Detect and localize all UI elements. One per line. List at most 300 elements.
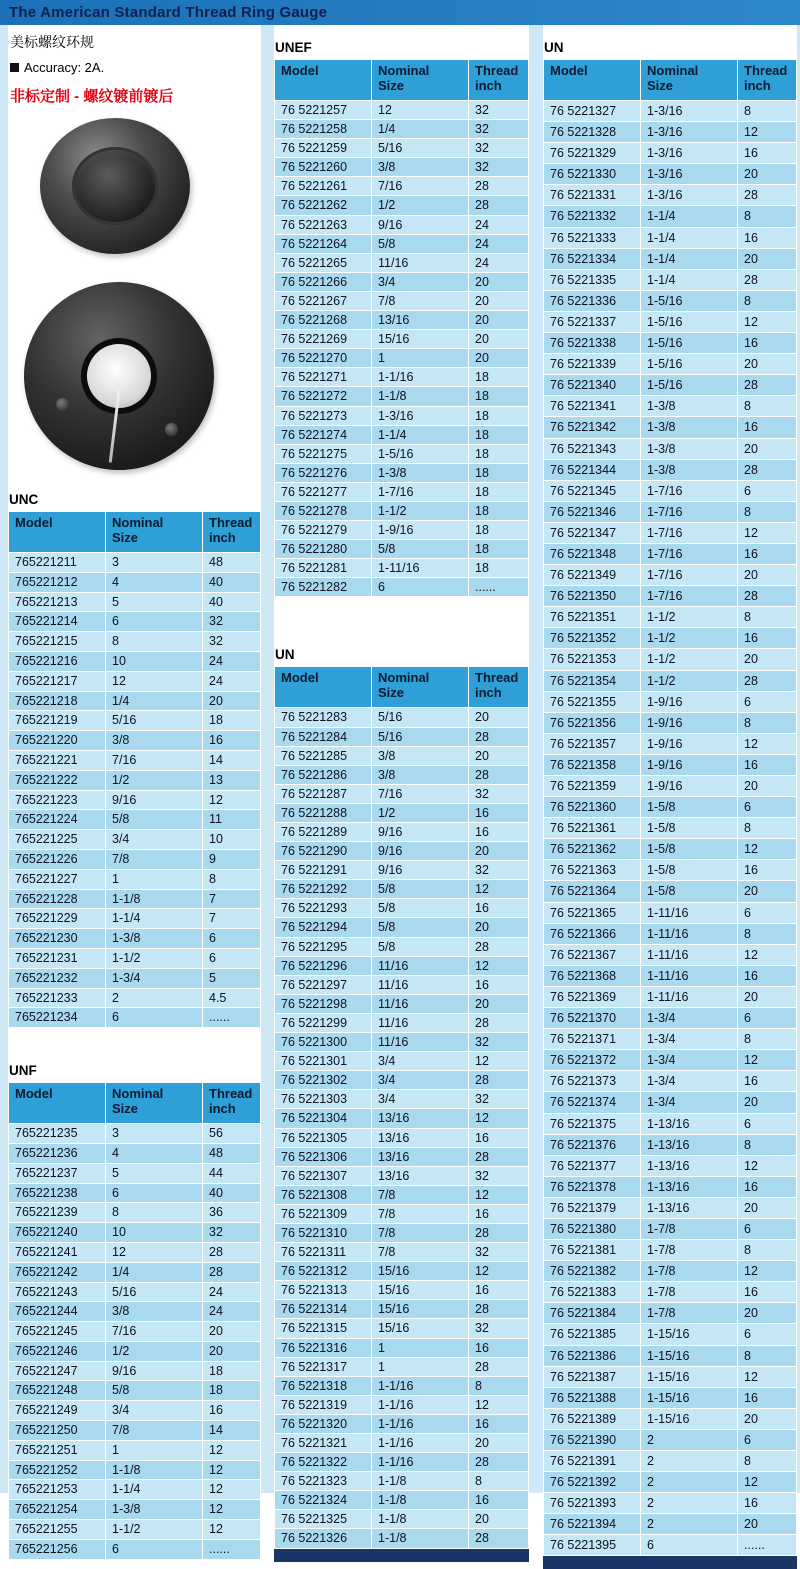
- model-cell: 765221249: [9, 1401, 106, 1421]
- table-row: [544, 1451, 797, 1472]
- size-cell: 1-13/16: [641, 1197, 738, 1218]
- model-cell: 76 5221340: [544, 375, 641, 396]
- model-cell: 765221213: [9, 592, 106, 612]
- thread-cell: 8: [738, 1345, 797, 1366]
- model-cell: 765221229: [9, 909, 106, 929]
- table-row: [9, 770, 261, 790]
- table-row: [9, 1401, 261, 1421]
- thread-cell: 28: [738, 670, 797, 691]
- thread-cell: 28: [738, 185, 797, 206]
- thread-cell: ......: [469, 578, 529, 597]
- size-cell: 1-5/8: [641, 839, 738, 860]
- table-row: [275, 1109, 529, 1128]
- gauge-table: [8, 1082, 261, 1560]
- size-cell: 1/2: [106, 1341, 203, 1361]
- model-cell: 76 5221308: [275, 1185, 372, 1204]
- size-cell: 1-1/16: [372, 1395, 469, 1414]
- thread-cell: 6: [738, 1429, 797, 1450]
- size-cell: 1-1/2: [106, 948, 203, 968]
- thread-cell: 20: [469, 842, 529, 861]
- table-row: [544, 1176, 797, 1197]
- table-row: [544, 1008, 797, 1029]
- custom-order-note: 非标定制 - 螺纹镀前镀后: [10, 88, 174, 105]
- size-cell: 1-5/8: [641, 797, 738, 818]
- table-row: [275, 234, 529, 253]
- thread-cell: 40: [203, 572, 261, 592]
- size-cell: 1-15/16: [641, 1408, 738, 1429]
- table-row: [9, 671, 261, 691]
- table-row: [9, 968, 261, 988]
- un-mid-section-label: UN: [274, 597, 529, 666]
- middle-column: [274, 25, 529, 1546]
- ring-gauge-body: [40, 118, 190, 254]
- model-cell: 76 5221268: [275, 311, 372, 330]
- size-cell: 1-9/16: [641, 754, 738, 775]
- table-row: [544, 1113, 797, 1134]
- model-cell: 76 5221307: [275, 1166, 372, 1185]
- thread-cell: 20: [738, 248, 797, 269]
- size-cell: 7/8: [372, 1223, 469, 1242]
- table-row: [544, 143, 797, 164]
- col-header-nominal-size: Nominal Size: [372, 60, 469, 101]
- table-row: [9, 929, 261, 949]
- model-cell: 765221215: [9, 632, 106, 652]
- size-cell: 1-1/2: [641, 670, 738, 691]
- thread-cell: 8: [738, 290, 797, 311]
- thread-cell: 40: [203, 1183, 261, 1203]
- table-row: [544, 839, 797, 860]
- model-cell: 76 5221299: [275, 1013, 372, 1032]
- thread-cell: 32: [203, 632, 261, 652]
- table-row: [275, 823, 529, 842]
- table-row: [544, 248, 797, 269]
- thread-cell: 28: [469, 727, 529, 746]
- model-cell: 76 5221298: [275, 994, 372, 1013]
- model-cell: 76 5221394: [544, 1514, 641, 1535]
- size-cell: 1-15/16: [641, 1366, 738, 1387]
- thread-cell: 8: [738, 396, 797, 417]
- table-row: [544, 185, 797, 206]
- size-cell: 1: [372, 1357, 469, 1376]
- thread-cell: 20: [738, 1197, 797, 1218]
- size-cell: 9/16: [372, 842, 469, 861]
- model-cell: 76 5221339: [544, 354, 641, 375]
- table-row: [9, 1203, 261, 1223]
- thread-cell: 16: [738, 1176, 797, 1197]
- thread-cell: 8: [203, 869, 261, 889]
- table-row: [9, 1143, 261, 1163]
- table-row: [544, 565, 797, 586]
- size-cell: 1/4: [106, 691, 203, 711]
- table-row: [275, 1300, 529, 1319]
- model-cell: 765221220: [9, 731, 106, 751]
- model-cell: 765221211: [9, 553, 106, 573]
- table-row: [9, 691, 261, 711]
- model-cell: 76 5221377: [544, 1155, 641, 1176]
- table-row: [544, 1071, 797, 1092]
- size-cell: 11/16: [372, 956, 469, 975]
- size-cell: 3/4: [106, 1401, 203, 1421]
- model-cell: 76 5221257: [275, 101, 372, 120]
- model-cell: 76 5221286: [275, 765, 372, 784]
- thread-cell: 20: [469, 746, 529, 765]
- size-cell: 1-1/4: [641, 227, 738, 248]
- model-cell: 76 5221292: [275, 880, 372, 899]
- size-cell: 7/16: [106, 1322, 203, 1342]
- size-cell: 1-11/16: [641, 986, 738, 1007]
- size-cell: 9/16: [372, 861, 469, 880]
- model-cell: 765221235: [9, 1124, 106, 1144]
- model-cell: 765221222: [9, 770, 106, 790]
- size-cell: 1-3/16: [641, 101, 738, 122]
- model-cell: 765221230: [9, 929, 106, 949]
- thread-cell: 20: [738, 1092, 797, 1113]
- model-cell: 765221245: [9, 1322, 106, 1342]
- table-row: [9, 750, 261, 770]
- size-cell: 1-9/16: [641, 776, 738, 797]
- size-cell: 5/16: [106, 1282, 203, 1302]
- size-cell: 1-3/16: [641, 122, 738, 143]
- model-cell: 76 5221348: [544, 543, 641, 564]
- thread-cell: 16: [469, 899, 529, 918]
- size-cell: 5/8: [106, 1381, 203, 1401]
- model-cell: 765221219: [9, 711, 106, 731]
- size-cell: 15/16: [372, 1319, 469, 1338]
- ring-gauge-photo-angled: [40, 118, 190, 254]
- model-cell: 76 5221285: [275, 746, 372, 765]
- thread-cell: 16: [738, 628, 797, 649]
- table-row: [544, 1029, 797, 1050]
- size-cell: 7/8: [372, 1185, 469, 1204]
- table-row: [9, 553, 261, 573]
- unf-section-label: UNF: [8, 1028, 261, 1082]
- col-header-model: Model: [275, 667, 372, 708]
- table-row: [544, 754, 797, 775]
- table-row: [275, 215, 529, 234]
- un-mid-table-section: [274, 666, 529, 1548]
- table-row: [544, 122, 797, 143]
- model-cell: 76 5221277: [275, 482, 372, 501]
- table-row: [275, 1414, 529, 1433]
- size-cell: 1-3/8: [641, 396, 738, 417]
- thread-cell: 8: [738, 1134, 797, 1155]
- model-cell: 76 5221267: [275, 291, 372, 310]
- model-cell: 765221234: [9, 1008, 106, 1028]
- table-row: [544, 1218, 797, 1239]
- size-cell: 13/16: [372, 311, 469, 330]
- thread-cell: 6: [738, 1324, 797, 1345]
- model-cell: 76 5221297: [275, 975, 372, 994]
- size-cell: 5/8: [372, 540, 469, 559]
- table-row: [544, 543, 797, 564]
- table-row: [275, 765, 529, 784]
- size-cell: 1-3/16: [641, 164, 738, 185]
- thread-cell: 20: [738, 776, 797, 797]
- table-row: [275, 158, 529, 177]
- thread-cell: ......: [738, 1535, 797, 1556]
- model-cell: 76 5221329: [544, 143, 641, 164]
- size-cell: 1-9/16: [641, 712, 738, 733]
- col-header-nominal-size: Nominal Size: [641, 60, 738, 101]
- table-row: [544, 902, 797, 923]
- gauge-table: [274, 59, 529, 597]
- size-cell: 1-1/2: [641, 628, 738, 649]
- model-cell: 765221246: [9, 1341, 106, 1361]
- table-row: [275, 708, 529, 727]
- model-cell: 76 5221322: [275, 1453, 372, 1472]
- thread-cell: 16: [738, 1387, 797, 1408]
- model-cell: 76 5221314: [275, 1300, 372, 1319]
- table-row: [9, 632, 261, 652]
- thread-cell: 24: [469, 234, 529, 253]
- table-row: [544, 607, 797, 628]
- table-row: [544, 818, 797, 839]
- model-cell: 76 5221313: [275, 1281, 372, 1300]
- table-row: [9, 651, 261, 671]
- table-row: [544, 1493, 797, 1514]
- table-row: [275, 1529, 529, 1548]
- table-row: [275, 425, 529, 444]
- col-header-model: Model: [544, 60, 641, 101]
- thread-cell: 16: [738, 333, 797, 354]
- model-cell: 76 5221258: [275, 120, 372, 139]
- table-row: [275, 1204, 529, 1223]
- model-cell: 76 5221352: [544, 628, 641, 649]
- thread-cell: 20: [469, 311, 529, 330]
- table-row: [275, 880, 529, 899]
- page-title: The American Standard Thread Ring Gauge: [9, 4, 328, 21]
- table-row: [544, 965, 797, 986]
- thread-cell: 24: [203, 651, 261, 671]
- size-cell: 15/16: [372, 1281, 469, 1300]
- model-cell: 76 5221381: [544, 1240, 641, 1261]
- model-cell: 76 5221293: [275, 899, 372, 918]
- thread-cell: 13: [203, 770, 261, 790]
- thread-cell: 12: [738, 1472, 797, 1493]
- thread-cell: 28: [469, 1223, 529, 1242]
- model-cell: 76 5221389: [544, 1408, 641, 1429]
- thread-cell: 18: [469, 387, 529, 406]
- table-row: [544, 1324, 797, 1345]
- model-cell: 76 5221337: [544, 311, 641, 332]
- table-row: [544, 1197, 797, 1218]
- table-row: [275, 101, 529, 120]
- col-header-nominal-size: Nominal Size: [106, 512, 203, 553]
- thread-cell: 8: [738, 1240, 797, 1261]
- thread-cell: 12: [738, 839, 797, 860]
- table-row: [275, 521, 529, 540]
- model-cell: 765221232: [9, 968, 106, 988]
- table-row: [275, 861, 529, 880]
- model-cell: 76 5221321: [275, 1434, 372, 1453]
- size-cell: 3: [106, 553, 203, 573]
- model-cell: 76 5221349: [544, 565, 641, 586]
- model-cell: 76 5221347: [544, 522, 641, 543]
- table-row: [544, 354, 797, 375]
- size-cell: 1-7/16: [641, 480, 738, 501]
- gauge-table: [274, 666, 529, 1548]
- size-cell: 1-5/8: [641, 818, 738, 839]
- model-cell: 765221217: [9, 671, 106, 691]
- size-cell: 8: [106, 1203, 203, 1223]
- table-row: [544, 1366, 797, 1387]
- model-cell: 76 5221346: [544, 501, 641, 522]
- size-cell: 1-1/16: [372, 1414, 469, 1433]
- table-row: [275, 1090, 529, 1109]
- thread-cell: 12: [203, 1440, 261, 1460]
- thread-cell: 28: [469, 937, 529, 956]
- table-row: [9, 612, 261, 632]
- model-cell: 765221224: [9, 810, 106, 830]
- model-cell: 765221233: [9, 988, 106, 1008]
- ring-gauge-photo-front: [24, 282, 214, 470]
- gauge-table: [543, 59, 797, 1556]
- table-row: [275, 1147, 529, 1166]
- size-cell: 1/4: [372, 120, 469, 139]
- size-cell: 9/16: [106, 790, 203, 810]
- thread-cell: 28: [469, 1147, 529, 1166]
- thread-cell: 20: [469, 330, 529, 349]
- thread-cell: 12: [469, 1052, 529, 1071]
- thread-cell: 20: [738, 438, 797, 459]
- size-cell: 9/16: [106, 1361, 203, 1381]
- thread-cell: 12: [738, 522, 797, 543]
- size-cell: 2: [641, 1472, 738, 1493]
- table-row: [544, 459, 797, 480]
- table-row: [275, 899, 529, 918]
- thread-cell: 18: [469, 540, 529, 559]
- table-row: [275, 349, 529, 368]
- thread-cell: 16: [738, 143, 797, 164]
- table-row: [544, 1282, 797, 1303]
- model-cell: 765221250: [9, 1421, 106, 1441]
- size-cell: 1-3/8: [641, 438, 738, 459]
- size-cell: 1-1/8: [372, 1472, 469, 1491]
- size-cell: 7/16: [372, 177, 469, 196]
- table-row: [275, 994, 529, 1013]
- table-row: [275, 1128, 529, 1147]
- model-cell: 765221236: [9, 1143, 106, 1163]
- model-cell: 76 5221269: [275, 330, 372, 349]
- table-row: [275, 330, 529, 349]
- thread-cell: 28: [469, 177, 529, 196]
- thread-cell: 8: [738, 206, 797, 227]
- thread-cell: 6: [738, 902, 797, 923]
- thread-cell: 12: [738, 122, 797, 143]
- size-cell: 1: [106, 1440, 203, 1460]
- size-cell: 13/16: [372, 1128, 469, 1147]
- model-cell: 76 5221366: [544, 923, 641, 944]
- thread-cell: 8: [738, 501, 797, 522]
- model-cell: 76 5221319: [275, 1395, 372, 1414]
- size-cell: 1-1/4: [641, 269, 738, 290]
- model-cell: 76 5221374: [544, 1092, 641, 1113]
- table-row: [544, 712, 797, 733]
- size-cell: 1-11/16: [641, 923, 738, 944]
- size-cell: 2: [106, 988, 203, 1008]
- size-cell: 1-7/8: [641, 1240, 738, 1261]
- size-cell: 1-7/16: [641, 501, 738, 522]
- size-cell: 1-11/16: [641, 902, 738, 923]
- thread-cell: 24: [469, 253, 529, 272]
- thread-cell: 28: [738, 269, 797, 290]
- thread-cell: 28: [469, 1071, 529, 1090]
- model-cell: 76 5221353: [544, 649, 641, 670]
- thread-cell: 20: [738, 354, 797, 375]
- thread-cell: 16: [738, 543, 797, 564]
- size-cell: 1-5/16: [641, 290, 738, 311]
- thread-cell: 7: [203, 909, 261, 929]
- model-cell: 76 5221385: [544, 1324, 641, 1345]
- model-cell: 76 5221317: [275, 1357, 372, 1376]
- model-cell: 76 5221287: [275, 784, 372, 803]
- thread-cell: 18: [203, 1361, 261, 1381]
- size-cell: 12: [106, 671, 203, 691]
- table-row: [275, 196, 529, 215]
- table-row: [544, 269, 797, 290]
- thread-cell: 18: [469, 501, 529, 520]
- model-cell: 76 5221356: [544, 712, 641, 733]
- size-cell: 13/16: [372, 1147, 469, 1166]
- model-cell: 765221241: [9, 1242, 106, 1262]
- model-cell: 76 5221342: [544, 417, 641, 438]
- table-row: [9, 869, 261, 889]
- thread-cell: 16: [203, 1401, 261, 1421]
- thread-cell: 12: [738, 944, 797, 965]
- model-cell: 76 5221325: [275, 1510, 372, 1529]
- model-cell: 76 5221274: [275, 425, 372, 444]
- threaded-hole: [72, 147, 158, 225]
- size-cell: 3/8: [106, 1302, 203, 1322]
- table-row: [275, 1434, 529, 1453]
- accuracy-text: Accuracy: 2A.: [24, 60, 105, 75]
- model-cell: 76 5221264: [275, 234, 372, 253]
- model-cell: 76 5221275: [275, 444, 372, 463]
- table-row: [544, 1429, 797, 1450]
- table-row: [9, 1262, 261, 1282]
- model-cell: 76 5221303: [275, 1090, 372, 1109]
- thread-cell: 36: [203, 1203, 261, 1223]
- model-cell: 765221231: [9, 948, 106, 968]
- subtitle-chinese: 美标螺纹环规: [10, 34, 94, 50]
- size-cell: 1: [372, 349, 469, 368]
- thread-cell: 24: [469, 215, 529, 234]
- table-row: [275, 501, 529, 520]
- size-cell: 1-3/4: [641, 1029, 738, 1050]
- size-cell: 11/16: [372, 1033, 469, 1052]
- model-cell: 76 5221323: [275, 1472, 372, 1491]
- table-row: [275, 746, 529, 765]
- thread-cell: 16: [738, 860, 797, 881]
- model-cell: 76 5221395: [544, 1535, 641, 1556]
- bottom-navy-bar: [543, 1556, 797, 1569]
- model-cell: 76 5221360: [544, 797, 641, 818]
- model-cell: 76 5221263: [275, 215, 372, 234]
- thread-cell: 16: [738, 965, 797, 986]
- model-cell: 76 5221391: [544, 1451, 641, 1472]
- table-row: [9, 909, 261, 929]
- thread-cell: 32: [469, 784, 529, 803]
- thread-cell: 16: [738, 754, 797, 775]
- table-row: [275, 387, 529, 406]
- thread-cell: 12: [469, 1395, 529, 1414]
- size-cell: 1-1/4: [641, 248, 738, 269]
- model-cell: 76 5221290: [275, 842, 372, 861]
- size-cell: 6: [106, 1008, 203, 1028]
- size-cell: 7/8: [106, 849, 203, 869]
- model-cell: 76 5221376: [544, 1134, 641, 1155]
- thread-cell: 28: [469, 765, 529, 784]
